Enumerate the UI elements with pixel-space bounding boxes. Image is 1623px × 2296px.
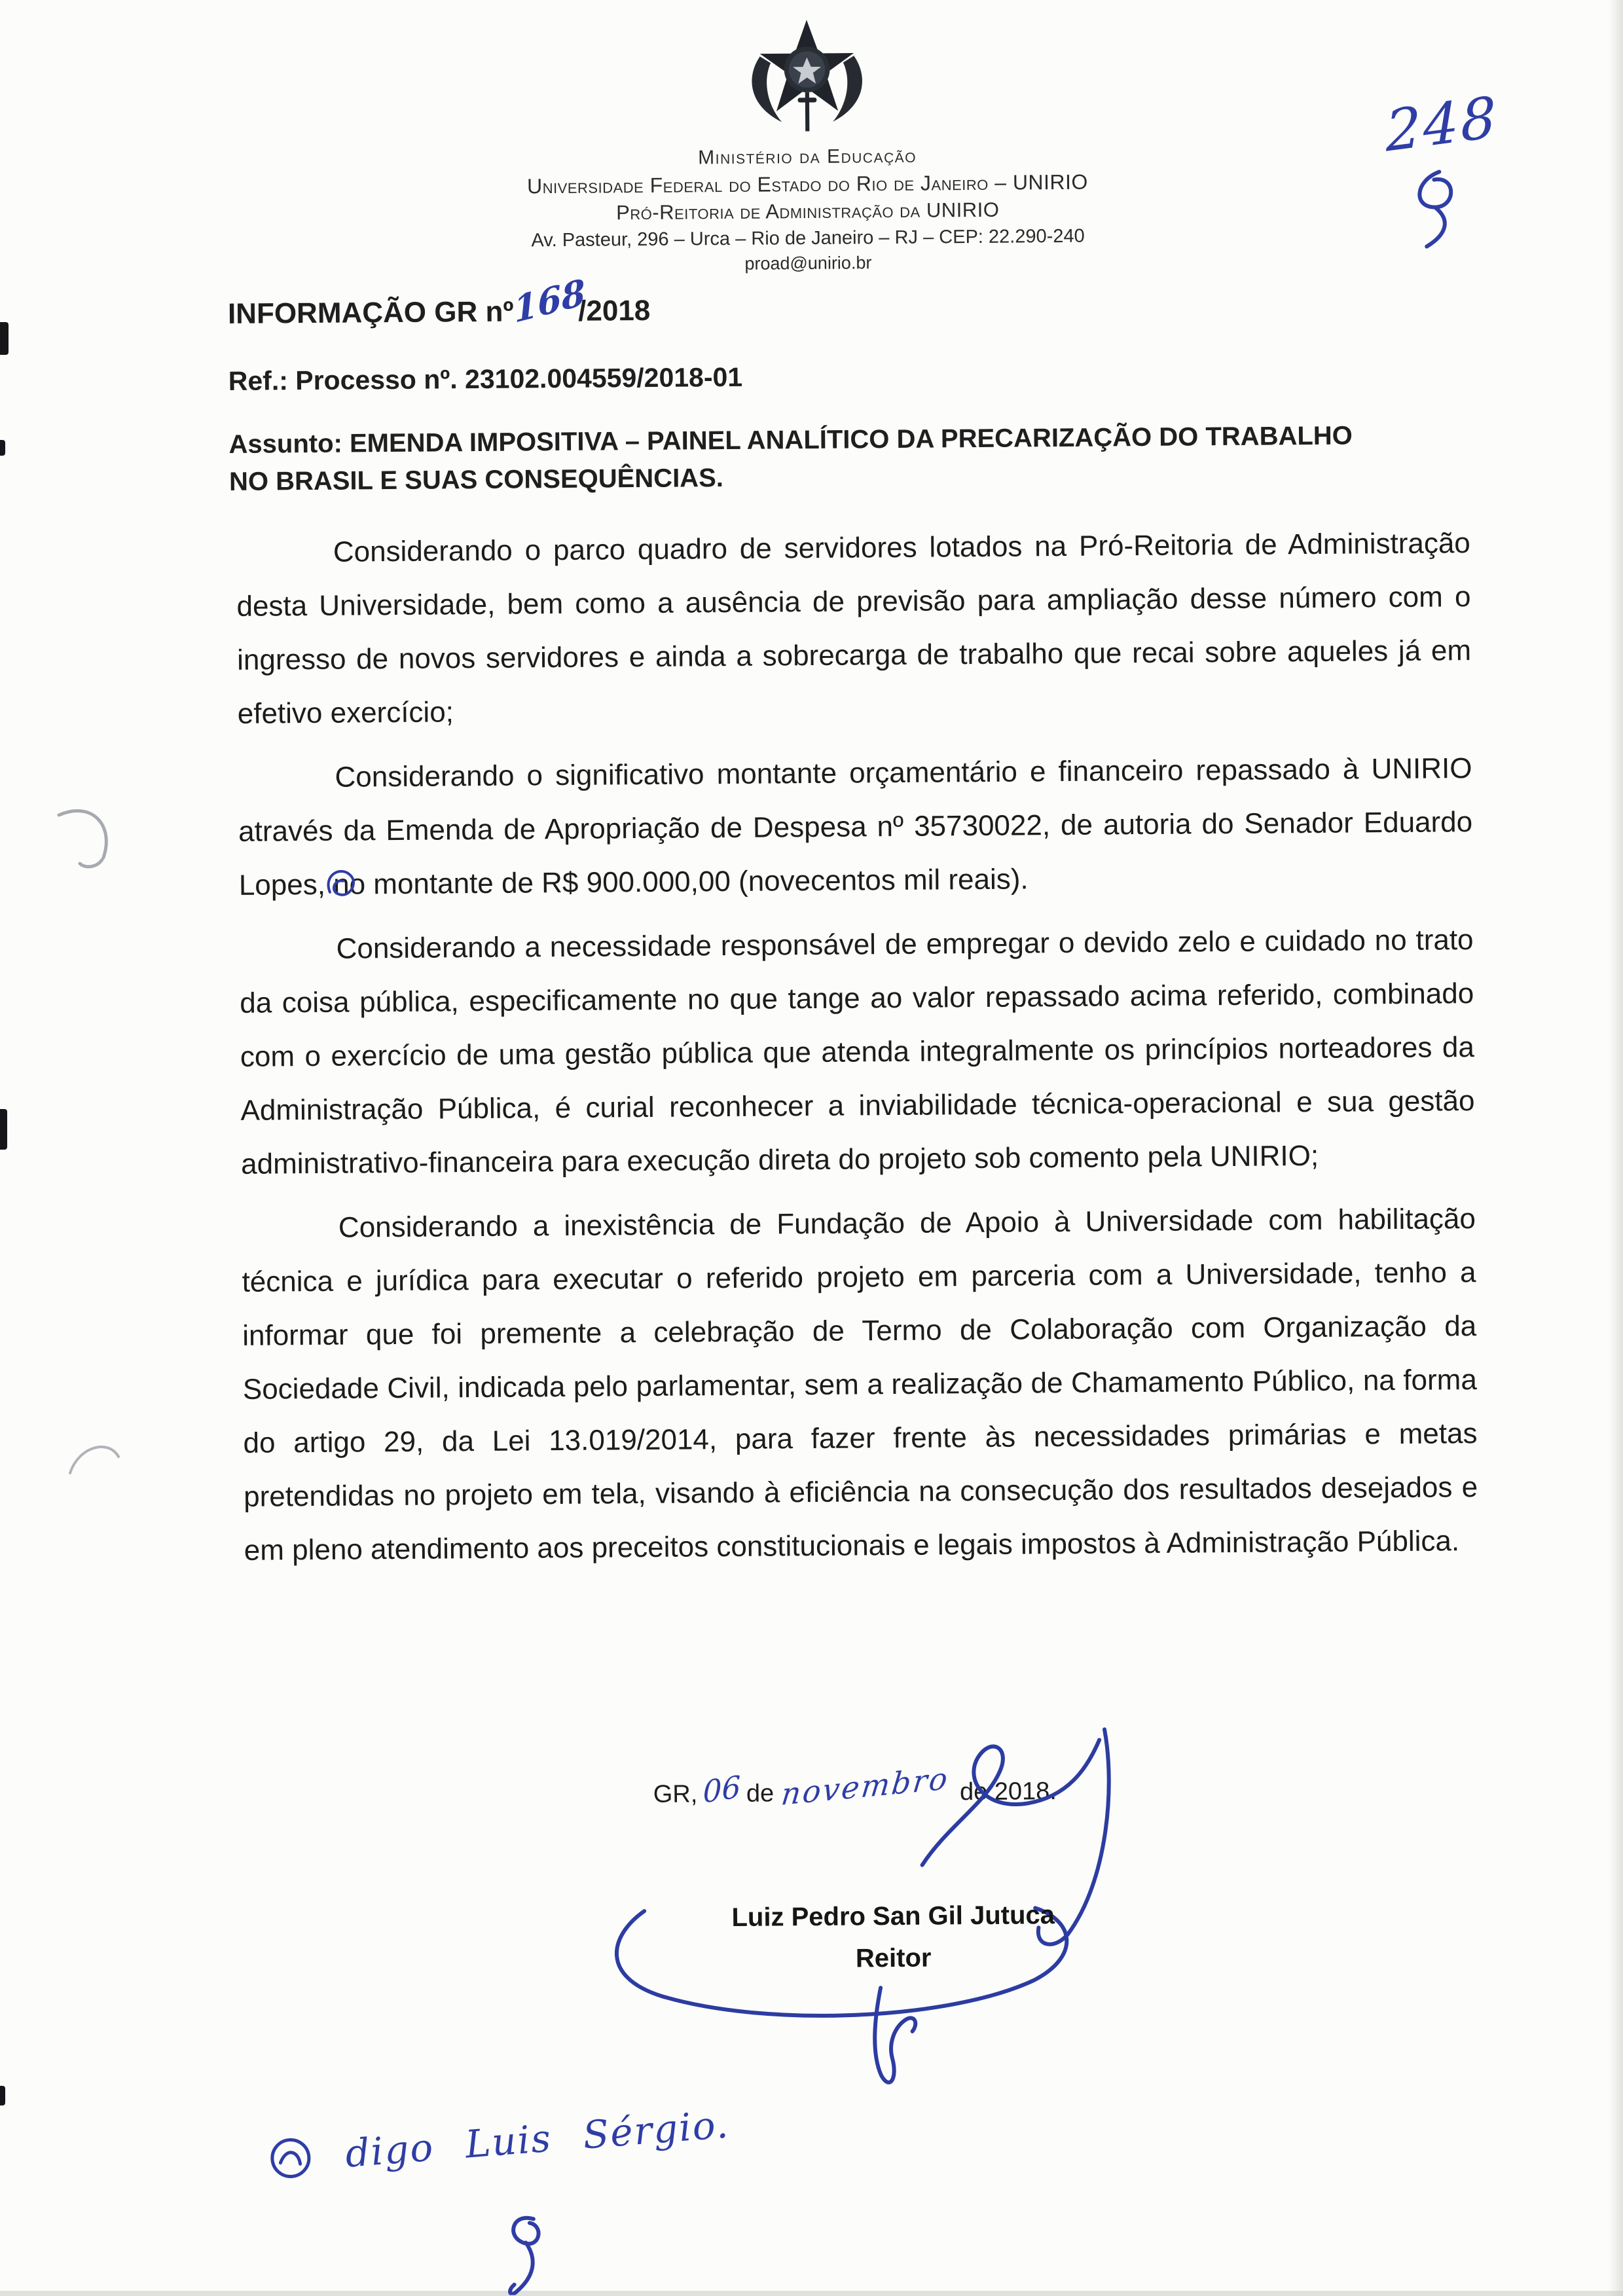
body-paragraph: Considerando a inexistência de Fundação de Apoio à Universidade com habilitação técnica e jurídica para executar o referido projeto em parceria com a Universidade, tenho a informar que foi premente a celebração de Termo de Colaboração com Organização da Sociedade Civil, indicada pelo parlamentar, sem a realização de Chamamento Público, na forma do artigo 29, da Lei 13.019/2014, para fazer frente às necessidades primárias e metas pretendidas no projeto em tela, visando à eficiência na consecução dos resultados desejados e em pleno atendimento aos preceitos constitucionais e legais impostos à Administração Pública. <box>242 1203 1478 1567</box>
handwritten-month: novembro <box>779 1760 952 1813</box>
closing-year: de 2018. <box>959 1777 1057 1806</box>
signer-title: Reitor <box>855 1943 932 1973</box>
body-paragraph: Considerando o significativo montante orçamentário e financeiro repassado à UNIRIO através da Emenda de Apropriação de Despesa nº 35730022, de autoria do Senador Eduardo Lopes, no montante de R$ 900.000,00 (novecentos mil reais). <box>238 752 1473 902</box>
letterhead-university: Universidade Federal do Estado do Rio de Janeiro – UNIRIO <box>526 170 1089 198</box>
body-text <box>236 517 1479 1588</box>
handwritten-info-number: 168 <box>512 270 587 331</box>
signer-name: Luiz Pedro San Gil Jutuca <box>731 1901 1055 1932</box>
reference-line: Ref.: Processo nº. 23102.004559/2018-01 <box>228 361 743 396</box>
letterhead-ministry: Ministério da Educação <box>698 145 917 169</box>
letterhead-email: proad@unirio.br <box>744 253 872 274</box>
handwritten-note-word: digo <box>343 2124 436 2176</box>
letterhead-address: Av. Pasteur, 296 – Urca – Rio de Janeiro – RJ – CEP: 22.290-240 <box>531 225 1085 251</box>
coat-of-arms-logo <box>739 16 874 139</box>
handwritten-note-word: Luis <box>464 2115 554 2167</box>
scan-edge-smudge <box>0 2086 5 2105</box>
handwritten-note-word: Sérgio. <box>581 2102 731 2158</box>
logo-wrap <box>374 14 1239 145</box>
signature-block <box>631 1893 1156 1981</box>
handwritten-day: 06 <box>702 1768 741 1810</box>
document-title <box>227 270 651 332</box>
handwritten-note-flourish <box>494 2210 560 2295</box>
letterhead <box>374 14 1240 278</box>
rubric-circle-icon <box>265 2133 316 2183</box>
closing-place: GR, <box>653 1780 698 1808</box>
subject-line: Assunto: EMENDA IMPOSITIVA – PAINEL ANALÍTICO DA PRECARIZAÇÃO DO TRABALHO NO BRASIL E SUAS CONSEQUÊNCIAS. <box>228 421 1353 496</box>
document-title-suffix: /2018 <box>577 294 651 327</box>
handwritten-note <box>265 2100 731 2183</box>
handwritten-sheet-number: 248 <box>1385 84 1499 165</box>
body-paragraph: Considerando o parco quadro de servidores lotados na Pró-Reitoria de Administração desta Universidade, bem como a ausência de previsão para ampliação desse número com o ingresso de novos servidores e ainda a sobrecarga de trabalho que recai sobre aqueles já em efetivo exercício; <box>236 527 1472 730</box>
closing-of: de <box>746 1779 775 1808</box>
body-paragraph: Considerando a necessidade responsável de empregar o devido zelo e cuidado no trato da coisa pública, especificamente no que tange ao valor repassado acima referido, combinado com o exercício de uma gestão pública que atenda integralmente os princípios norteadores da Administração Pública, é curial reconhecer a inviabilidade técnica-operacional e sua gestão administrativo-financeira para execução direta do projeto sob comento pela UNIRIO; <box>240 924 1475 1180</box>
letterhead-department: Pró-Reitoria de Administração da UNIRIO <box>616 198 1000 225</box>
handwritten-sheet-flourish <box>1398 164 1471 249</box>
document-title-prefix: INFORMAÇÃO GR nº <box>227 295 514 330</box>
ink-correction-mark <box>320 862 366 902</box>
